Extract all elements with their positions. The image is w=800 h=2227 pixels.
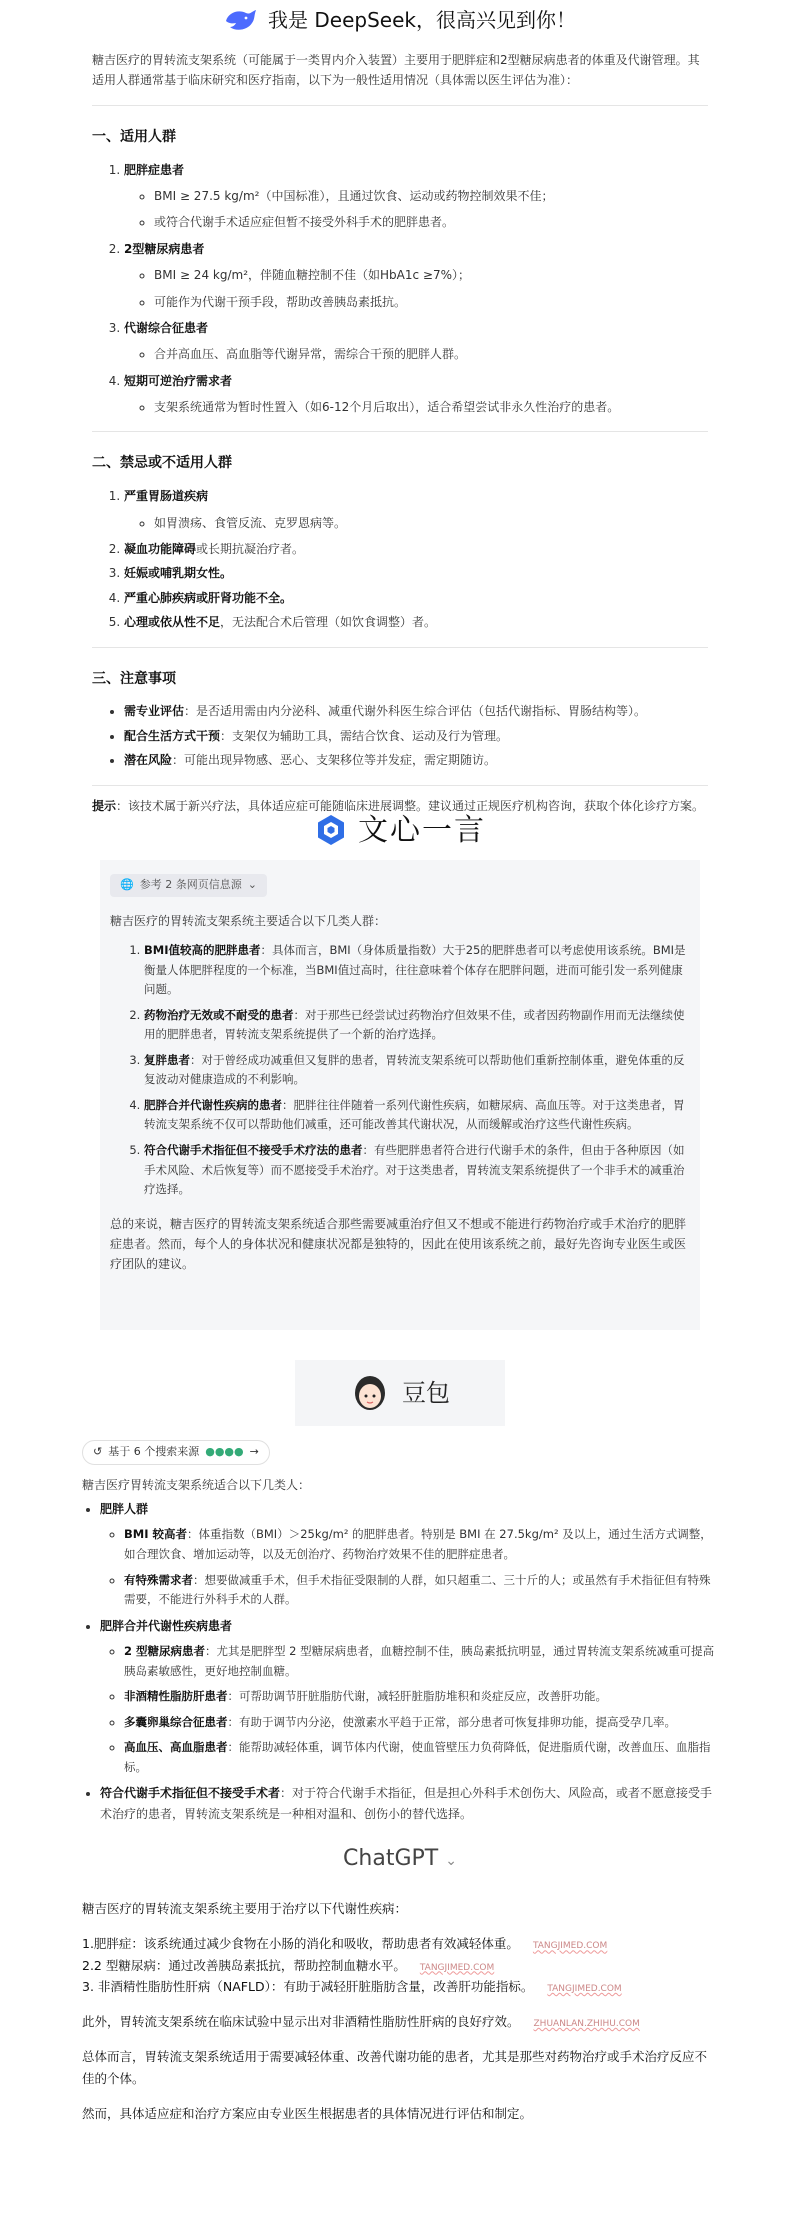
list-item: 4. 短期可逆治疗需求者 ◦ 支架系统通常为暂时性置入（如6-12个月后取出），适合希望尝试非永久性治疗的患者。 <box>124 371 708 418</box>
chatgpt-title[interactable]: ChatGPT ⌄ <box>343 1846 457 1871</box>
list-item: • 需专业评估：是否适用需由内分泌科、减重代谢外科医生综合评估（包括代谢指标、胃肠结构等）。 <box>124 701 708 721</box>
list-item: ◦ 2 型糖尿病患者：尤其是肥胖型 2 型糖尿病患者，血糖控制不佳，胰岛素抵抗明显，通过胃转流支架系统减重可提高胰岛素敏感性，更好地控制血糖。 <box>124 1642 718 1681</box>
source-link[interactable]: TANGJIMED.COM <box>532 1941 608 1952</box>
chatgpt-para: 此外，胃转流支架系统在临床试验中显示出对非酒精性脂肪性肝病的良好疗效。 ZHUANLAN.ZHIHU.COM <box>82 2014 640 2030</box>
list-item: • 潜在风险：可能出现异物感、恶心、支架移位等并发症，需定期随访。 <box>124 750 708 770</box>
doubao-intro: 糖吉医疗胃转流支架系统适合以下几类人： <box>82 1477 311 1492</box>
doubao-list <box>100 1499 718 1824</box>
list-item: 3. 妊娠或哺乳期女性。 <box>124 563 708 583</box>
suitable-list <box>124 160 708 418</box>
list-item: 5. 心理或依从性不足，无法配合术后管理（如饮食调整）者。 <box>124 612 708 632</box>
list-item: ◦ 非酒精性脂肪肝患者：可帮助调节肝脏脂肪代谢，减轻肝脏脂肪堆积和炎症反应，改善肝功能。 <box>124 1687 718 1707</box>
deepseek-intro: 糖吉医疗的胃转流支架系统（可能属于一类胃内介入装置）主要用于肥胖症和2型糖尿病患者的体重及代谢管理。其适用人群通常基于临床研究和医疗指南，以下为一般性适用情况（具体需以医生评估为准）： <box>92 53 700 88</box>
wenxin-logo: 文心一言 <box>0 800 800 860</box>
list-item: ◦ 高血压、高血脂患者：能帮助减轻体重，调节体内代谢，使血管壁压力负荷降低，促进脂质代谢，改善血压、血脂指标。 <box>124 1738 718 1777</box>
tip: 提示：该技术属于新兴疗法，具体适应症可能随临床进展调整。建议通过正规医疗机构咨询，获取个体化诊疗方案。 <box>92 798 705 813</box>
list-item: 1.肥胖症：该系统通过减少食物在小肠的消化和吸收，帮助患者有效减轻体重。 TANGJIMED.COM <box>82 1936 608 1952</box>
source-link[interactable]: TANGJIMED.COM <box>419 1962 495 1973</box>
section-title: 三、注意事项 <box>92 670 176 687</box>
source-favicons-icon: ●●●● <box>205 1445 244 1458</box>
chatgpt-para: 总体而言，胃转流支架系统适用于需要减轻体重、改善代谢功能的患者，尤其是那些对药物治疗或手术治疗反应不佳的个体。 <box>82 2049 708 2086</box>
list-item: • 肥胖合并代谢性疾病患者 ◦ 2 型糖尿病患者：尤其是肥胖型 2 型糖尿病患者，血糖控制不佳，胰岛素抵抗明显，通过胃转流支架系统减重可提高胰岛素敏感性，更好地控制血糖。 ◦ 非酒精性脂肪肝患者：可帮助调节肝脏脂肪代谢，减轻肝脏脂肪堆积和炎症反应，改善肝功能。 ◦ 多囊卵巢综合征患者：有助于调节内分泌，使激素水平趋于正常，部分患者可恢复排卵功能，提高受孕几率。 ◦ 高血压、高血脂患者：能帮助减轻体重，调节体内代谢，使血管壁压力负荷降低，促进脂质代谢，改善血压、血脂指标。 <box>100 1616 718 1778</box>
list-item: 5. 符合代谢手术指征但不接受手术疗法的患者：有些肥胖患者符合进行代谢手术的条件，但由于各种原因（如手术风险、术后恢复等）而不愿接受手术治疗。对于这类患者，胃转流支架系统提供了一个非手术的减重治疗选择。 <box>144 1141 690 1200</box>
list-item: 4. 肥胖合并代谢性疾病的患者：肥胖往往伴随着一系列代谢性疾病，如糖尿病、高血压等。对于这类患者，胃转流支架系统不仅可以帮助他们减重，还可能改善其代谢状况，从而缓解或治疗这些代谢性疾病。 <box>144 1096 690 1135</box>
source-link[interactable]: TANGJIMED.COM <box>547 1983 622 1994</box>
wenxin-answer <box>0 800 800 1360</box>
wenxin-response-box <box>100 860 700 1330</box>
source-link[interactable]: ZHUANLAN.ZHIHU.COM <box>533 2019 640 2030</box>
chatgpt-para: 然而，具体适应症和治疗方案应由专业医生根据患者的具体情况进行评估和制定。 <box>82 2105 533 2121</box>
deepseek-greeting: 我是 DeepSeek，很高兴见到你！ <box>268 8 576 32</box>
list-item: 1. BMI值较高的肥胖患者：具体而言，BMI（身体质量指数）大于25的肥胖患者可以考虑使用该系统。BMI是衡量人体肥胖程度的一个标准，当BMI值过高时，往往意味着个体存在肥胖问题，进而可能引发一系列健康问题。 <box>144 941 690 1000</box>
list-item: 2. 2型糖尿病患者 ◦ BMI ≥ 24 kg/m²，伴随血糖控制不佳（如HbA1c ≥7%）； ◦ 可能作为代谢干预手段，帮助改善胰岛素抵抗。 <box>124 239 708 312</box>
list-item: ◦ 有特殊需求者：想要做减重手术，但手术指征受限制的人群，如只超重二、三十斤的人；或虽然有手术指征但有特殊需要，不能进行外科手术的人群。 <box>124 1571 718 1610</box>
list-item: ◦ 多囊卵巢综合征患者：有助于调节内分泌，使激素水平趋于正常，部分患者可恢复排卵功能，提高受孕几率。 <box>124 1713 718 1733</box>
chatgpt-list <box>82 1933 718 1997</box>
arrow-right-icon: → <box>249 1445 259 1458</box>
doubao-avatar-icon <box>350 1371 390 1415</box>
wenxin-list <box>144 941 690 1200</box>
doubao-logo: 豆包 <box>295 1360 505 1426</box>
search-sources-button[interactable]: ↺ 基于 6 个搜索来源 ●●●● → <box>82 1440 270 1465</box>
section-title: 二、禁忌或不适用人群 <box>92 455 232 472</box>
list-item: 3. 非酒精性脂肪性肝病（NAFLD）：有助于减轻肝脏脂肪含量，改善肝功能指标。 TANGJIMED.COM <box>82 1978 622 1994</box>
list-item: • 肥胖人群 ◦ BMI 较高者：体重指数（BMI）＞25kg/m² 的肥胖患者。特别是 BMI 在 27.5kg/m² 及以上，通过生活方式调整，如合理饮食、增加运动等，以及无创治疗、药物治疗效果不佳的肥胖症患者。 ◦ 有特殊需求者：想要做减重手术，但手术指征受限制的人群，如只超重二、三十斤的人；或虽然有手术指征但有特殊需要，不能进行外科手术的人群。 <box>100 1499 718 1610</box>
list-item: 2.2 型糖尿病：通过改善胰岛素抵抗，帮助控制血糖水平。 TANGJIMED.COM <box>82 1957 495 1973</box>
deepseek-answer <box>0 0 800 813</box>
wenxin-logo-icon <box>314 813 348 847</box>
deepseek-header <box>92 0 708 40</box>
link-icon: ↺ <box>93 1445 103 1458</box>
globe-icon: 🌐 <box>120 878 134 891</box>
list-item: • 配合生活方式干预：支架仅为辅助工具，需结合饮食、运动及行为管理。 <box>124 726 708 746</box>
list-item: 1. 肥胖症患者 ◦ BMI ≥ 27.5 kg/m²（中国标准），且通过饮食、运动或药物控制效果不佳； ◦ 或符合代谢手术适应症但暂不接受外科手术的肥胖患者。 <box>124 160 708 233</box>
reference-sources-button[interactable]: 🌐 参考 2 条网页信息源 ⌄ <box>110 874 267 897</box>
list-item: • 符合代谢手术指征但不接受手术者：对于符合代谢手术指征，但是担心外科手术创伤大、风险高，或者不愿意接受手术治疗的患者，胃转流支架系统是一种相对温和、创伤小的替代选择。 <box>100 1783 718 1824</box>
list-item: ◦ BMI 较高者：体重指数（BMI）＞25kg/m² 的肥胖患者。特别是 BMI 在 27.5kg/m² 及以上，通过生活方式调整，如合理饮食、增加运动等，以及无创治疗、药物治疗效果不佳的肥胖症患者。 <box>124 1525 718 1564</box>
doubao-answer <box>0 1360 800 1840</box>
list-item: 3. 复胖患者：对于曾经成功减重但又复胖的患者，胃转流支架系统可以帮助他们重新控制体重，避免体重的反复波动对健康造成的不利影响。 <box>144 1051 690 1090</box>
chatgpt-intro: 糖吉医疗的胃转流支架系统主要用于治疗以下代谢性疾病： <box>82 1901 408 1916</box>
chevron-down-icon: ⌄ <box>247 878 257 891</box>
wenxin-intro: 糖吉医疗的胃转流支架系统主要适合以下几类人群： <box>110 913 387 928</box>
chevron-down-icon: ⌄ <box>445 1853 457 1869</box>
chatgpt-answer <box>0 1840 800 2124</box>
list-item: 4. 严重心肺疾病或肝肾功能不全。 <box>124 588 708 608</box>
wenxin-summary: 总的来说，糖吉医疗的胃转流支架系统适合那些需要减重治疗但又不想或不能进行药物治疗或手术治疗的肥胖症患者。然而，每个人的身体状况和健康状况都是独特的，因此在使用该系统之前，最好先咨询专业医生或医疗团队的建议。 <box>110 1216 687 1272</box>
list-item: 2. 凝血功能障碍或长期抗凝治疗者。 <box>124 539 708 559</box>
list-item: 2. 药物治疗无效或不耐受的患者：对于那些已经尝试过药物治疗但效果不佳，或者因药物副作用而无法继续使用的肥胖患者，胃转流支架系统提供了一个新的治疗选择。 <box>144 1006 690 1045</box>
list-item: 1. 严重胃肠道疾病 ◦ 如胃溃疡、食管反流、克罗恩病等。 <box>124 486 708 533</box>
deepseek-whale-icon <box>224 7 258 33</box>
section-title: 一、适用人群 <box>92 128 176 145</box>
contraindication-list <box>124 486 708 632</box>
list-item: 3. 代谢综合征患者 ◦ 合并高血压、高血脂等代谢异常，需综合干预的肥胖人群。 <box>124 318 708 365</box>
notes-list <box>124 701 708 770</box>
